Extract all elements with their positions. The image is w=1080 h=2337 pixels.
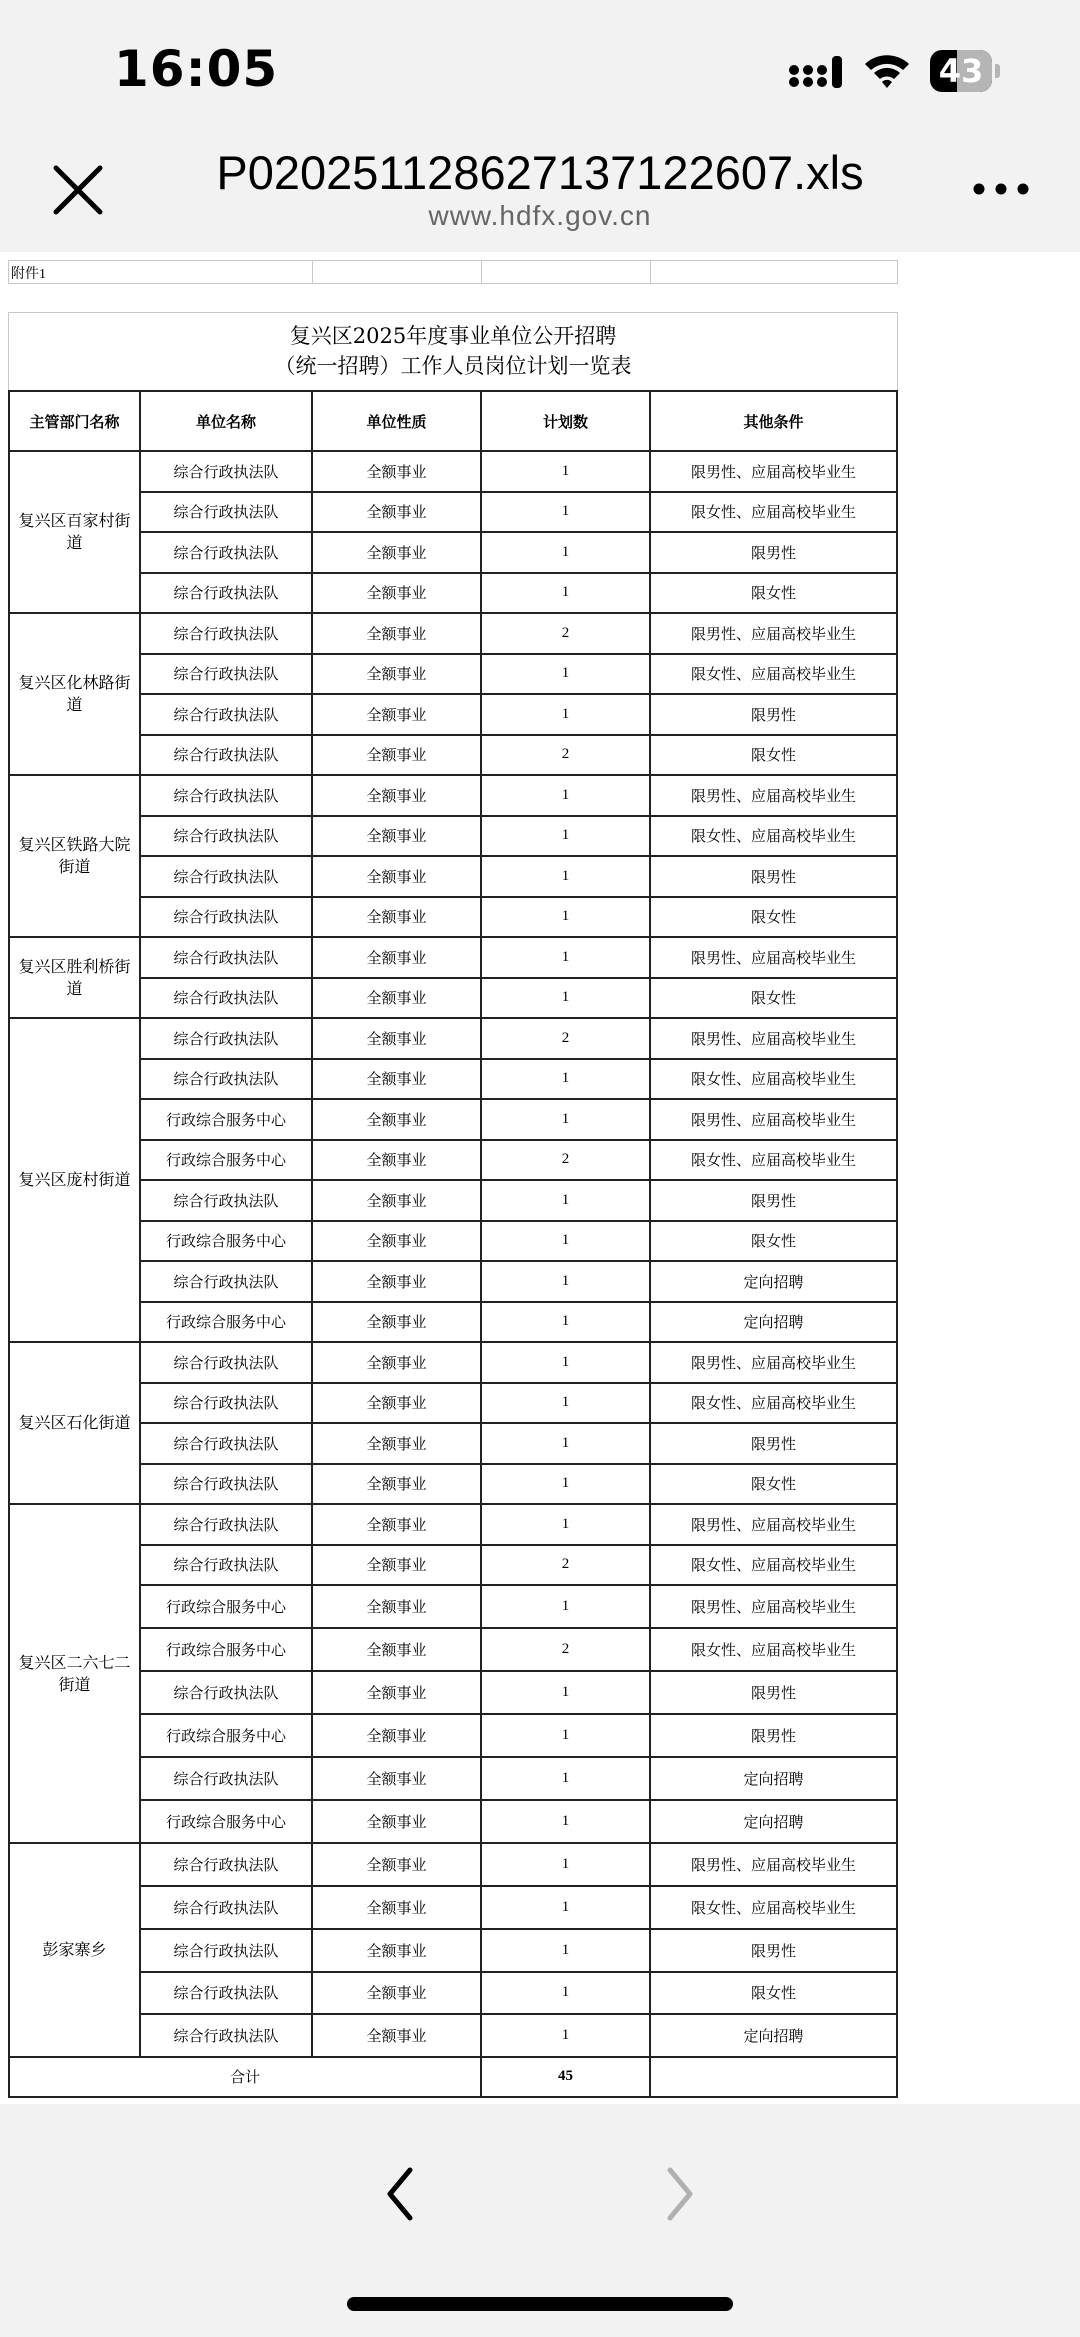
table-row — [9, 1059, 897, 1100]
count-cell: 1 — [481, 1714, 650, 1757]
unit-cell: 综合行政执法队 — [140, 1886, 312, 1929]
title-line-2: （统一招聘）工作人员岗位计划一览表 — [274, 354, 632, 378]
nature-cell: 全额事业 — [312, 573, 481, 614]
conditions-cell: 限男性 — [650, 532, 897, 573]
nature-cell: 全额事业 — [312, 1671, 481, 1714]
unit-cell: 综合行政执法队 — [140, 573, 312, 614]
count-cell: 1 — [481, 654, 650, 695]
count-cell: 1 — [481, 1342, 650, 1383]
attachment-label: 附件1 — [11, 267, 46, 282]
nature-cell: 全额事业 — [312, 1545, 481, 1586]
conditions-cell: 限男性 — [650, 1929, 897, 1972]
nature-cell: 全额事业 — [312, 1423, 481, 1464]
nature-cell: 全额事业 — [312, 1972, 481, 2015]
nature-cell: 全额事业 — [312, 1757, 481, 1800]
count-cell: 1 — [481, 1757, 650, 1800]
unit-cell: 综合行政执法队 — [140, 1383, 312, 1424]
conditions-cell: 限女性 — [650, 573, 897, 614]
attachment-row — [8, 260, 898, 284]
conditions-cell: 限女性、应届高校毕业生 — [650, 1383, 897, 1424]
count-cell: 1 — [481, 1180, 650, 1221]
count-cell: 1 — [481, 1800, 650, 1843]
table-body — [9, 451, 897, 2097]
table-row — [9, 897, 897, 938]
table-row — [9, 856, 897, 897]
table-row — [9, 816, 897, 857]
count-cell: 2 — [481, 1140, 650, 1181]
conditions-cell: 限男性、应届高校毕业生 — [650, 1585, 897, 1628]
count-cell: 1 — [481, 1929, 650, 1972]
unit-cell: 综合行政执法队 — [140, 1757, 312, 1800]
count-cell: 1 — [481, 1059, 650, 1100]
conditions-cell: 限女性、应届高校毕业生 — [650, 654, 897, 695]
count-cell: 1 — [481, 1261, 650, 1302]
nature-cell: 全额事业 — [312, 492, 481, 533]
nature-cell: 全额事业 — [312, 1018, 481, 1059]
header-conditions: 其他条件 — [650, 391, 897, 451]
back-arrow-icon[interactable] — [380, 2164, 420, 2224]
table-row — [9, 1843, 897, 1886]
conditions-cell: 限男性 — [650, 694, 897, 735]
unit-cell: 综合行政执法队 — [140, 1972, 312, 2015]
count-cell: 1 — [481, 1843, 650, 1886]
conditions-cell: 限男性、应届高校毕业生 — [650, 775, 897, 816]
unit-cell: 综合行政执法队 — [140, 1059, 312, 1100]
count-cell: 1 — [481, 1221, 650, 1262]
unit-cell: 综合行政执法队 — [140, 1464, 312, 1505]
nature-cell: 全额事业 — [312, 1886, 481, 1929]
unit-cell: 行政综合服务中心 — [140, 1302, 312, 1343]
count-cell: 1 — [481, 897, 650, 938]
table-row — [9, 1423, 897, 1464]
conditions-cell: 定向招聘 — [650, 1302, 897, 1343]
unit-cell: 综合行政执法队 — [140, 1261, 312, 1302]
conditions-cell: 限女性、应届高校毕业生 — [650, 1545, 897, 1586]
table-row — [9, 775, 897, 816]
battery-icon — [930, 50, 1002, 92]
nature-cell: 全额事业 — [312, 1342, 481, 1383]
dept-cell: 复兴区二六七二街道 — [9, 1504, 140, 1843]
table-row — [9, 1464, 897, 1505]
table-row — [9, 1018, 897, 1059]
table-row — [9, 613, 897, 654]
nature-cell: 全额事业 — [312, 1180, 481, 1221]
conditions-cell: 限女性、应届高校毕业生 — [650, 816, 897, 857]
conditions-cell: 限女性 — [650, 735, 897, 776]
table-row — [9, 937, 897, 978]
dept-cell: 复兴区百家村街道 — [9, 451, 140, 613]
unit-cell: 综合行政执法队 — [140, 897, 312, 938]
unit-cell: 综合行政执法队 — [140, 451, 312, 492]
title-line-1: 复兴区2025年度事业单位公开招聘 — [289, 324, 617, 348]
conditions-cell: 限女性、应届高校毕业生 — [650, 1628, 897, 1671]
conditions-cell: 限男性 — [650, 1423, 897, 1464]
conditions-cell: 限女性 — [650, 1464, 897, 1505]
nature-cell: 全额事业 — [312, 1800, 481, 1843]
nature-cell: 全额事业 — [312, 451, 481, 492]
conditions-cell: 限男性 — [650, 1180, 897, 1221]
conditions-cell: 限女性 — [650, 1221, 897, 1262]
close-icon[interactable] — [50, 162, 106, 218]
unit-cell: 综合行政执法队 — [140, 937, 312, 978]
table-row — [9, 1800, 897, 1843]
unit-cell: 综合行政执法队 — [140, 856, 312, 897]
count-cell: 2 — [481, 1545, 650, 1586]
count-cell: 1 — [481, 1464, 650, 1505]
nature-cell: 全额事业 — [312, 1302, 481, 1343]
count-cell: 1 — [481, 573, 650, 614]
conditions-cell: 定向招聘 — [650, 1261, 897, 1302]
table-row — [9, 1757, 897, 1800]
count-cell: 1 — [481, 451, 650, 492]
table-row — [9, 573, 897, 614]
table-row — [9, 654, 897, 695]
nature-cell: 全额事业 — [312, 1221, 481, 1262]
count-cell: 1 — [481, 775, 650, 816]
nature-cell: 全额事业 — [312, 937, 481, 978]
count-cell: 2 — [481, 735, 650, 776]
recruitment-table — [8, 390, 898, 2098]
spreadsheet-view[interactable] — [0, 252, 1080, 2104]
table-header-row — [9, 391, 897, 451]
conditions-cell: 限女性、应届高校毕业生 — [650, 1886, 897, 1929]
table-row — [9, 1585, 897, 1628]
header-dept: 主管部门名称 — [9, 391, 140, 451]
count-cell: 1 — [481, 532, 650, 573]
nature-cell: 全额事业 — [312, 735, 481, 776]
count-cell: 1 — [481, 1099, 650, 1140]
count-cell: 1 — [481, 492, 650, 533]
count-cell: 1 — [481, 856, 650, 897]
unit-cell: 行政综合服务中心 — [140, 1714, 312, 1757]
nature-cell: 全额事业 — [312, 1140, 481, 1181]
count-cell: 1 — [481, 694, 650, 735]
conditions-cell: 限男性、应届高校毕业生 — [650, 1843, 897, 1886]
nature-cell: 全额事业 — [312, 1383, 481, 1424]
nature-cell: 全额事业 — [312, 856, 481, 897]
count-cell: 1 — [481, 1972, 650, 2015]
unit-cell: 综合行政执法队 — [140, 775, 312, 816]
table-row — [9, 1221, 897, 1262]
unit-cell: 综合行政执法队 — [140, 816, 312, 857]
unit-cell: 综合行政执法队 — [140, 1545, 312, 1586]
nature-cell: 全额事业 — [312, 897, 481, 938]
conditions-cell: 限女性 — [650, 978, 897, 1019]
count-cell: 1 — [481, 937, 650, 978]
table-row — [9, 1261, 897, 1302]
table-row — [9, 1504, 897, 1545]
nature-cell: 全额事业 — [312, 1261, 481, 1302]
unit-cell: 行政综合服务中心 — [140, 1221, 312, 1262]
unit-cell: 综合行政执法队 — [140, 1018, 312, 1059]
unit-cell: 综合行政执法队 — [140, 1342, 312, 1383]
unit-cell: 综合行政执法队 — [140, 492, 312, 533]
table-row — [9, 1140, 897, 1181]
conditions-cell: 限男性、应届高校毕业生 — [650, 937, 897, 978]
cellular-signal-icon — [788, 54, 844, 90]
count-cell: 1 — [481, 1886, 650, 1929]
unit-cell: 综合行政执法队 — [140, 735, 312, 776]
unit-cell: 行政综合服务中心 — [140, 1800, 312, 1843]
table-row — [9, 1972, 897, 2015]
nature-cell: 全额事业 — [312, 1929, 481, 1972]
nature-cell: 全额事业 — [312, 654, 481, 695]
unit-cell: 行政综合服务中心 — [140, 1099, 312, 1140]
dept-cell: 复兴区化林路街道 — [9, 613, 140, 775]
table-row — [9, 978, 897, 1019]
count-cell: 2 — [481, 1628, 650, 1671]
conditions-cell: 限男性 — [650, 1671, 897, 1714]
count-cell: 1 — [481, 1585, 650, 1628]
dept-cell: 复兴区石化街道 — [9, 1342, 140, 1504]
table-row — [9, 532, 897, 573]
table-row — [9, 492, 897, 533]
unit-cell: 行政综合服务中心 — [140, 1140, 312, 1181]
home-indicator[interactable] — [347, 2297, 733, 2311]
conditions-cell: 限女性、应届高校毕业生 — [650, 1140, 897, 1181]
nature-cell: 全额事业 — [312, 613, 481, 654]
dept-cell: 复兴区庞村街道 — [9, 1018, 140, 1342]
nature-cell: 全额事业 — [312, 1099, 481, 1140]
header-count: 计划数 — [481, 391, 650, 451]
table-row — [9, 1302, 897, 1343]
conditions-cell: 限女性 — [650, 1972, 897, 2015]
unit-cell: 综合行政执法队 — [140, 1504, 312, 1545]
table-row — [9, 1929, 897, 1972]
conditions-cell: 限女性、应届高校毕业生 — [650, 492, 897, 533]
count-cell: 2 — [481, 613, 650, 654]
unit-cell: 综合行政执法队 — [140, 694, 312, 735]
unit-cell: 综合行政执法队 — [140, 1180, 312, 1221]
status-bar — [0, 0, 1080, 140]
nature-cell: 全额事业 — [312, 775, 481, 816]
nature-cell: 全额事业 — [312, 1628, 481, 1671]
conditions-cell: 限男性、应届高校毕业生 — [650, 1099, 897, 1140]
table-row — [9, 1180, 897, 1221]
conditions-cell: 限男性、应届高校毕业生 — [650, 1018, 897, 1059]
source-domain: www.hdfx.gov.cn — [428, 200, 652, 231]
unit-cell: 综合行政执法队 — [140, 1423, 312, 1464]
count-cell: 1 — [481, 1504, 650, 1545]
conditions-cell: 限男性、应届高校毕业生 — [650, 1504, 897, 1545]
nature-cell: 全额事业 — [312, 1464, 481, 1505]
nature-cell: 全额事业 — [312, 2014, 481, 2057]
table-row — [9, 735, 897, 776]
unit-cell: 行政综合服务中心 — [140, 1585, 312, 1628]
count-cell: 1 — [481, 1302, 650, 1343]
count-cell: 2 — [481, 1018, 650, 1059]
unit-cell: 综合行政执法队 — [140, 613, 312, 654]
nature-cell: 全额事业 — [312, 1843, 481, 1886]
conditions-cell: 定向招聘 — [650, 1757, 897, 1800]
unit-cell: 综合行政执法队 — [140, 1843, 312, 1886]
table-row — [9, 1671, 897, 1714]
count-cell: 1 — [481, 1383, 650, 1424]
battery-level: 43 — [938, 52, 984, 90]
nature-cell: 全额事业 — [312, 532, 481, 573]
unit-cell: 综合行政执法队 — [140, 1929, 312, 1972]
unit-cell: 行政综合服务中心 — [140, 1628, 312, 1671]
unit-cell: 综合行政执法队 — [140, 1671, 312, 1714]
unit-cell: 综合行政执法队 — [140, 978, 312, 1019]
file-name: P020251128627137122607.xls — [216, 146, 864, 199]
total-label: 合计 — [9, 2057, 481, 2097]
table-row — [9, 451, 897, 492]
nature-cell: 全额事业 — [312, 1714, 481, 1757]
total-row — [9, 2057, 897, 2097]
nature-cell: 全额事业 — [312, 816, 481, 857]
table-row — [9, 1545, 897, 1586]
count-cell: 1 — [481, 978, 650, 1019]
table-row — [9, 2014, 897, 2057]
dept-cell: 复兴区铁路大院街道 — [9, 775, 140, 937]
sheet-title — [8, 312, 898, 391]
table-row — [9, 1099, 897, 1140]
forward-arrow-icon[interactable] — [660, 2164, 700, 2224]
conditions-cell: 限女性 — [650, 897, 897, 938]
conditions-cell: 限男性 — [650, 856, 897, 897]
count-cell: 1 — [481, 816, 650, 857]
count-cell: 1 — [481, 1671, 650, 1714]
nature-cell: 全额事业 — [312, 1059, 481, 1100]
conditions-cell: 定向招聘 — [650, 1800, 897, 1843]
nature-cell: 全额事业 — [312, 978, 481, 1019]
table-row — [9, 1886, 897, 1929]
count-cell: 1 — [481, 1423, 650, 1464]
count-cell: 1 — [481, 2014, 650, 2057]
conditions-cell: 限男性、应届高校毕业生 — [650, 1342, 897, 1383]
wifi-icon — [862, 50, 912, 90]
total-value: 45 — [481, 2057, 650, 2097]
total-empty-cell — [650, 2057, 897, 2097]
header-unit: 单位名称 — [140, 391, 312, 451]
table-row — [9, 1342, 897, 1383]
nature-cell: 全额事业 — [312, 1585, 481, 1628]
table-row — [9, 1714, 897, 1757]
dept-cell: 复兴区胜利桥街道 — [9, 937, 140, 1018]
conditions-cell: 限男性 — [650, 1714, 897, 1757]
conditions-cell: 限男性、应届高校毕业生 — [650, 451, 897, 492]
table-row — [9, 1383, 897, 1424]
nature-cell: 全额事业 — [312, 694, 481, 735]
conditions-cell: 限男性、应届高校毕业生 — [650, 613, 897, 654]
table-row — [9, 1628, 897, 1671]
status-time: 16:05 — [114, 40, 279, 98]
unit-cell: 综合行政执法队 — [140, 654, 312, 695]
unit-cell: 综合行政执法队 — [140, 2014, 312, 2057]
table-row — [9, 694, 897, 735]
header-nature: 单位性质 — [312, 391, 481, 451]
nature-cell: 全额事业 — [312, 1504, 481, 1545]
dept-cell: 彭家寨乡 — [9, 1843, 140, 2057]
conditions-cell: 定向招聘 — [650, 2014, 897, 2057]
conditions-cell: 限女性、应届高校毕业生 — [650, 1059, 897, 1100]
more-icon[interactable] — [972, 176, 1030, 202]
unit-cell: 综合行政执法队 — [140, 532, 312, 573]
